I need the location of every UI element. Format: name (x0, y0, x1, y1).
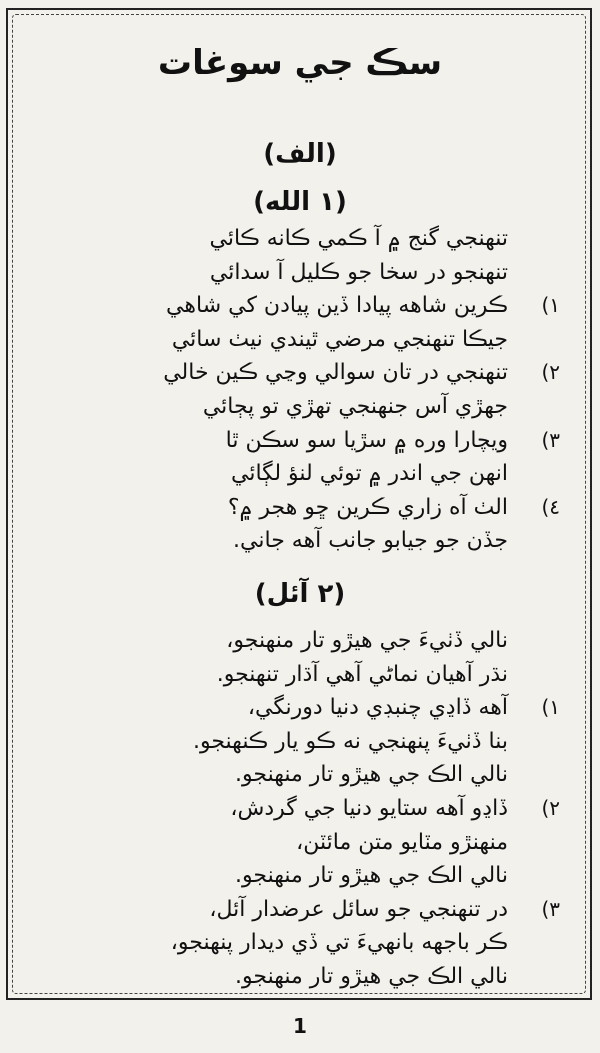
verse-line: جهڙي آس جنهنجي تهڙي تو پڄائي (202, 393, 508, 419)
verse-line: تنهنجي گنج ۾ آ ڪمي ڪانه ڪائي (209, 226, 508, 251)
verse-line: تنهنجو در سخا جو ڪليل آ سدائي (209, 259, 508, 285)
verse-line: جڏن جو جيابو جانب آهه جاني. (233, 528, 508, 554)
verse-line: ڪر باجهه بانهيءَ تي ڏي ديدار پنهنجو، (170, 930, 508, 956)
verse-line: نالي ڏٺيءَ جي هيڙو تار منهنجو، (226, 627, 508, 653)
verse-line: نالي الڪ جي هيڙو تار منهنجو. (235, 963, 508, 989)
verse-line: ١) ڪرين شاهه پيادا ڏين پيادن کي شاهي (166, 293, 560, 319)
verse-line: انهن جي اندر ۾ توئي لنؤ لڳائي (231, 461, 508, 487)
verse-line: ٤) الٺ آه زاري ڪرين ڇو هجر ۾؟ (227, 494, 560, 520)
page-content (40, 20, 560, 993)
verse-line: ٢) ڏاڍو آهه ستايو دنيا جي گردش، (230, 795, 560, 821)
section1-heading: (١ الله) (253, 187, 347, 217)
verse-line: بنا ڏٺيءَ پنهنجي نه ڪو يار ڪنهنجو. (192, 728, 508, 754)
section2-heading: (٢ آئل) (254, 578, 346, 609)
verse-line: نڌر آهيان نماڻي آهي آڌار تنهنجو. (216, 661, 508, 687)
alif-heading: (الف) (263, 139, 337, 169)
verse-line: ١) آهه ڏاڍي چنبڊي دنيا دورنگي، (247, 695, 560, 721)
verse-line: ٣) در تنهنجي جو سائل عرضدار آئل، (209, 896, 560, 922)
page-title: سڪ جي سوغات (157, 43, 443, 83)
verse-line: منهنڙو مٽايو متن مائٽن، (296, 829, 508, 855)
page-number: 1 (293, 1014, 307, 1038)
verse-line: نالي الڪ جي هيڙو تار منهنجو. (235, 863, 508, 889)
verse-line: جيڪا تنهنجي مرضي ٿيندي نيٺ سائي (171, 326, 508, 352)
verse-line: ٣) ويچارا وره ۾ سڙيا سو سڪن ٿا (225, 427, 560, 453)
section2-verses (40, 624, 560, 994)
verse-line: ٢) تنهنجي در تان سوالي وڃي ڪين خالي (163, 360, 560, 386)
section1-verses (40, 222, 560, 558)
verse-line: نالي الڪ جي هيڙو تار منهنجو. (235, 762, 508, 788)
